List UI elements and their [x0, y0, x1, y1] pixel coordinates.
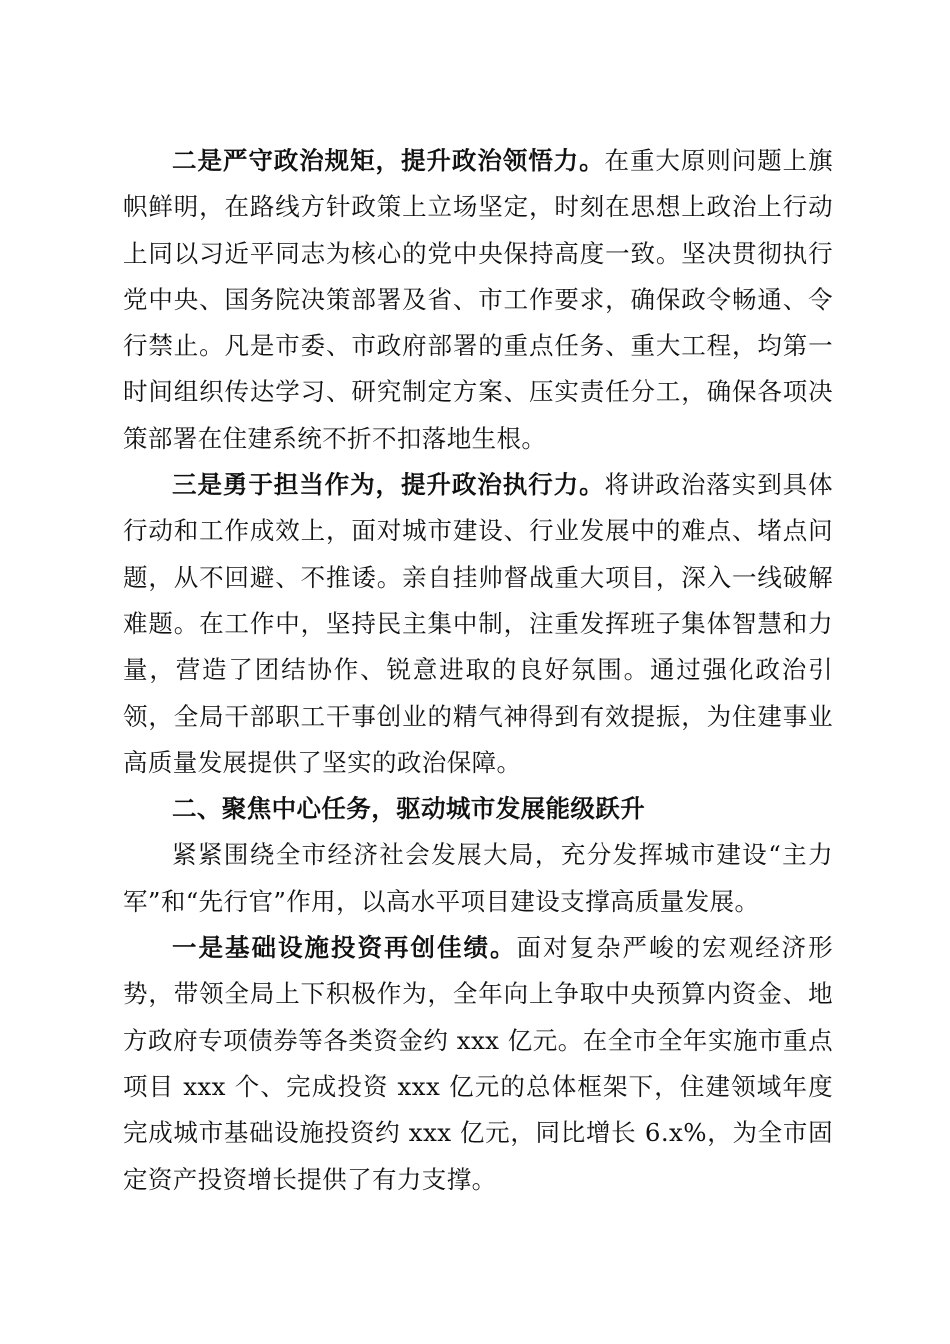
document-body: [123, 138, 833, 1203]
paragraph-infrastructure: [123, 925, 833, 1203]
paragraph-text: 面对复杂严峻的宏观经济形势，带领全局上下积极作为，全年向上争取中央预算内资金、地方政府专项债券等各类资金约 xxx 亿元。在全市全年实施市重点项目 xxx 个、完成投资 xxx 亿元的总体框架下，住建领域年度完成城市基础设施投资约 xxx 亿元，同比增长 6.x%，为全市固定资产投资增长提供了有力支撑。: [123, 933, 833, 1194]
paragraph-responsibility: [123, 462, 833, 786]
section-intro: 紧紧围绕全市经济社会发展大局，充分发挥城市建设“主力军”和“先行官”作用，以高水平项目建设支撑高质量发展。: [123, 840, 833, 916]
section-heading: 二、聚焦中心任务，驱动城市发展能级跃升: [172, 794, 646, 824]
paragraph-text: 在重大原则问题上旗帜鲜明，在路线方针政策上立场坚定，时刻在思想上政治上行动上同以习近平同志为核心的党中央保持高度一致。坚决贯彻执行党中央、国务院决策部署及省、市工作要求，确保政令畅通、令行禁止。凡是市委、市政府部署的重点任务、重大工程，均第一时间组织传达学习、研究制定方案、压实责任分工，确保各项决策部署在住建系统不折不扣落地生根。: [123, 146, 833, 453]
paragraph-lead: 二是严守政治规矩，提升政治领悟力。: [172, 146, 605, 175]
paragraph-lead: 一是基础设施投资再创佳绩。: [172, 933, 517, 963]
paragraph-text: 将讲政治落实到具体行动和工作成效上，面对城市建设、行业发展中的难点、堵点问题，从不回避、不推诿。亲自挂帅督战重大项目，深入一线破解难题。在工作中，坚持民主集中制，注重发挥班子集体智慧和力量，营造了团结协作、锐意进取的良好氛围。通过强化政治引领，全局干部职工干事创业的精气神得到有效提振，为住建事业高质量发展提供了坚实的政治保障。: [123, 470, 833, 777]
paragraph-political-rules: [123, 138, 833, 462]
paragraph-lead: 三是勇于担当作为，提升政治执行力。: [172, 470, 605, 500]
